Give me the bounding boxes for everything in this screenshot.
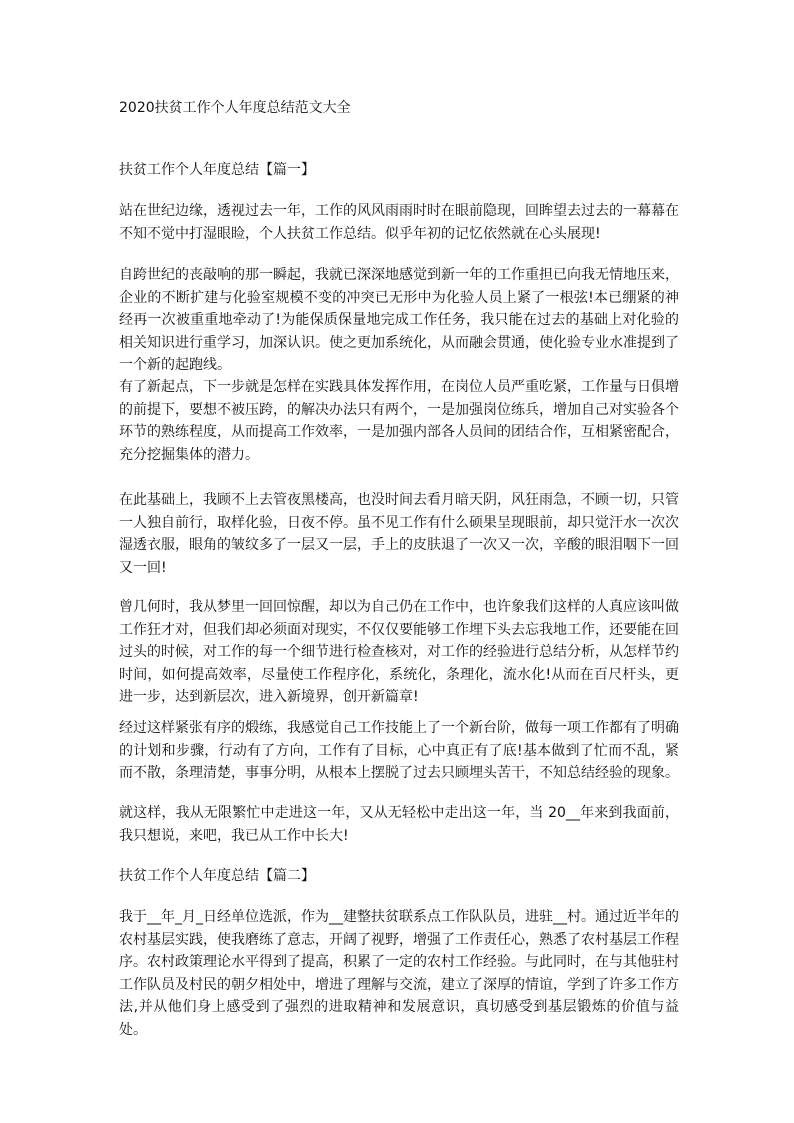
section-heading-2: 扶贫工作个人年度总结【篇二】 xyxy=(119,868,315,884)
paragraph: 在此基础上，我顾不上去管夜黑楼高，也没时间去看月暗天阴，风狂雨急，不顾一切，只管一人独自前行，取样化验，日夜不停。虽不见工作有什么硕果呈现眼前，却只觉汗水一次次湿透衣服，眼角的皱纹多了一层又一层，手上的皮肤退了一次又一次，辛酸的眼泪咽下一回又一回! xyxy=(119,492,679,576)
paragraph: 有了新起点，下一步就是怎样在实践具体发挥作用，在岗位人员严重吃紧，工作量与日俱增的前提下，要想不被压跨，的解决办法只有两个，一是加强岗位练兵，增加自己对实验各个环节的熟练程度，从而提高工作效率，一是加强内部各人员间的团结合作，互相紧密配合，充分挖掘集体的潜力。 xyxy=(119,379,679,463)
paragraph: 我于__年_月_日经单位选派，作为__建整扶贫联系点工作队队员，进驻__村。通过近半年的农村基层实践，使我磨练了意志，开阔了视野，增强了工作责任心，熟悉了农村基层工作程序。农村政策理论水平得到了提高，积累了一定的农村工作经验。与此同时，在与其他驻村工作队员及村民的朝夕相处中，增进了理解与交流，建立了深厚的情谊，学到了许多工作方法,并从他们身上感受到了强烈的进取精神和发展意识，真切感受到基层锻炼的价值与益处。 xyxy=(119,909,679,1038)
paragraph: 就这样，我从无限繁忙中走进这一年，又从无轻松中走出这一年，当 20__年来到我面前，我只想说，来吧，我已从工作中长大! xyxy=(119,805,679,844)
section-heading-1: 扶贫工作个人年度总结【篇一】 xyxy=(119,162,315,178)
document-title: 2020扶贫工作个人年度总结范文大全 xyxy=(119,100,351,116)
paragraph: 曾几何时，我从梦里一回回惊醒，却以为自己仍在工作中，也许象我们这样的人真应该叫做工作狂才对，但我们却必须面对现实，不仅仅要能够工作埋下头去忘我地工作，还要能在回过头的时候，对工作的每一个细节进行检查核对，对工作的经验进行总结分析，从怎样节约时间，如何提高效率，尽量使工作程序化，系统化，条理化，流水化!从而在百尺杆头，更进一步，达到新层次，进入新境界，创开新篇章! xyxy=(119,599,679,705)
paragraph: 自跨世纪的丧敲响的那一瞬起，我就已深深地感觉到新一年的工作重担已向我无情地压来，企业的不断扩建与化验室规模不变的冲突已无形中为化验人员上紧了一根弦!本已绷紧的神经再一次被重重地牵动了!为能保质保量地完成工作任务，我只能在过去的基础上对化验的相关知识进行重学习，加深认识。使之更加系统化，从而融会贯通，使化验专业水准提到了一个新的起跑线。 xyxy=(119,267,679,373)
paragraph: 经过这样紧张有序的煅练，我感觉自己工作技能上了一个新台阶，做每一项工作都有了明确的计划和步骤，行动有了方向，工作有了目标，心中真正有了底!基本做到了忙而不乱，紧而不散，条理清楚，事事分明，从根本上摆脱了过去只顾埋头苦干，不知总结经验的现象。 xyxy=(119,720,679,781)
paragraph: 站在世纪边缘，透视过去一年，工作的风风雨雨时时在眼前隐现，回眸望去过去的一幕幕在不知不觉中打湿眼睑，个人扶贫工作总结。似乎年初的记忆依然就在心头展现! xyxy=(119,203,679,242)
